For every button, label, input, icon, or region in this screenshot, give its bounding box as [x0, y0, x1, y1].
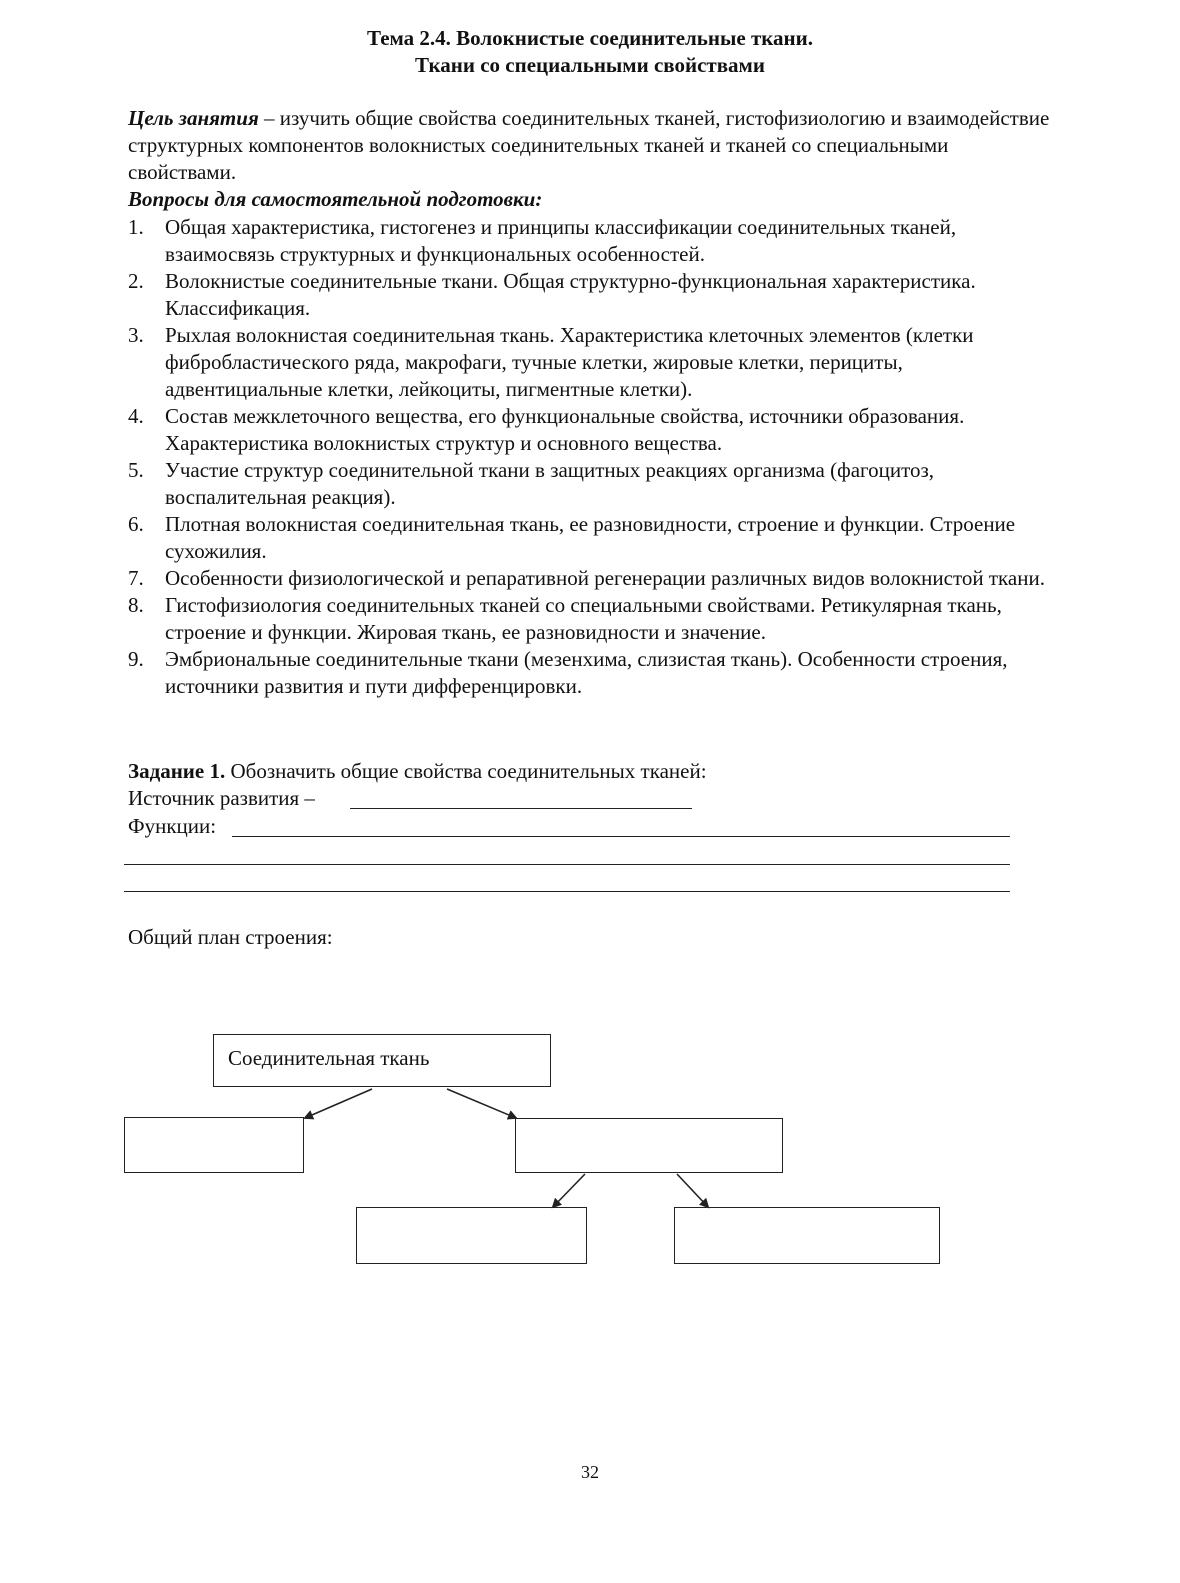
question-text: Рыхлая волокнистая соединительная ткань. Характеристика клеточных элементов (клетки фибробластического ряда, макрофаги, тучные клетки, жировые клетки, перициты, адвентициальные клетки, лейкоциты, пигментные клетки). [165, 323, 974, 401]
question-number: 8. [128, 593, 144, 617]
structure-plan-label: Общий план строения: [128, 925, 333, 949]
question-number: 3. [128, 323, 144, 347]
question-text: Эмбриональные соединительные ткани (мезенхима, слизистая ткань). Особенности строения, источники развития и пути дифференцировки. [165, 647, 1008, 698]
questions-heading: Вопросы для самостоятельной подготовки: [128, 187, 543, 211]
task-1-text: Обозначить общие свойства соединительных тканей: [225, 759, 707, 783]
question-text: Общая характеристика, гистогенез и принципы классификации соединительных тканей, взаимосвязь структурных и функциональных особенностей. [165, 215, 957, 266]
question-number: 7. [128, 566, 144, 590]
question-text: Участие структур соединительной ткани в защитных реакциях организма (фагоцитоз, воспалительная реакция). [165, 458, 935, 509]
question-number: 1. [128, 215, 144, 239]
question-text: Плотная волокнистая соединительная ткань, ее разновидности, строение и функции. Строение сухожилия. [165, 512, 1016, 563]
arrow-to-right-box [447, 1089, 516, 1118]
question-number: 6. [128, 512, 144, 536]
question-text: Особенности физиологической и репаративной регенерации различных видов волокнистой ткани. [165, 566, 1045, 590]
question-number: 5. [128, 458, 144, 482]
question-text: Гистофизиология соединительных тканей со специальными свойствами. Ретикулярная ткань, строение и функции. Жировая ткань, ее разновидности и значение. [165, 593, 1002, 644]
arrow-to-left-box [305, 1089, 372, 1118]
question-text: Состав межклеточного вещества, его функциональные свойства, источники образования. Характеристика волокнистых структур и основного вещества. [165, 404, 965, 455]
arrow-to-lower-right-box [677, 1174, 708, 1207]
functions-label: Функции: [128, 814, 217, 838]
goal-text: – изучить общие свойства соединительных тканей, гистофизиологию и взаимодействие структурных компонентов волокнистых соединительных тканей и тканей со специальными свойствами. [128, 106, 1050, 184]
source-label: Источник развития – [128, 786, 315, 810]
page-title-line-2: Ткани со специальными свойствами [415, 53, 765, 77]
task-1-label: Задание 1. [128, 759, 226, 783]
question-number: 9. [128, 647, 144, 671]
question-text: Волокнистые соединительные ткани. Общая структурно-функциональная характеристика. Классификация. [165, 269, 976, 320]
question-number: 4. [128, 404, 144, 428]
page-title-line-1: Тема 2.4. Волокнистые соединительные ткани. [366, 26, 814, 50]
page-number: 32 [581, 1462, 599, 1482]
arrow-to-lower-left-box [553, 1174, 585, 1207]
goal-lead: Цель занятия [128, 106, 259, 130]
question-number: 2. [128, 269, 144, 293]
root-box-label: Соединительная ткань [228, 1046, 430, 1070]
